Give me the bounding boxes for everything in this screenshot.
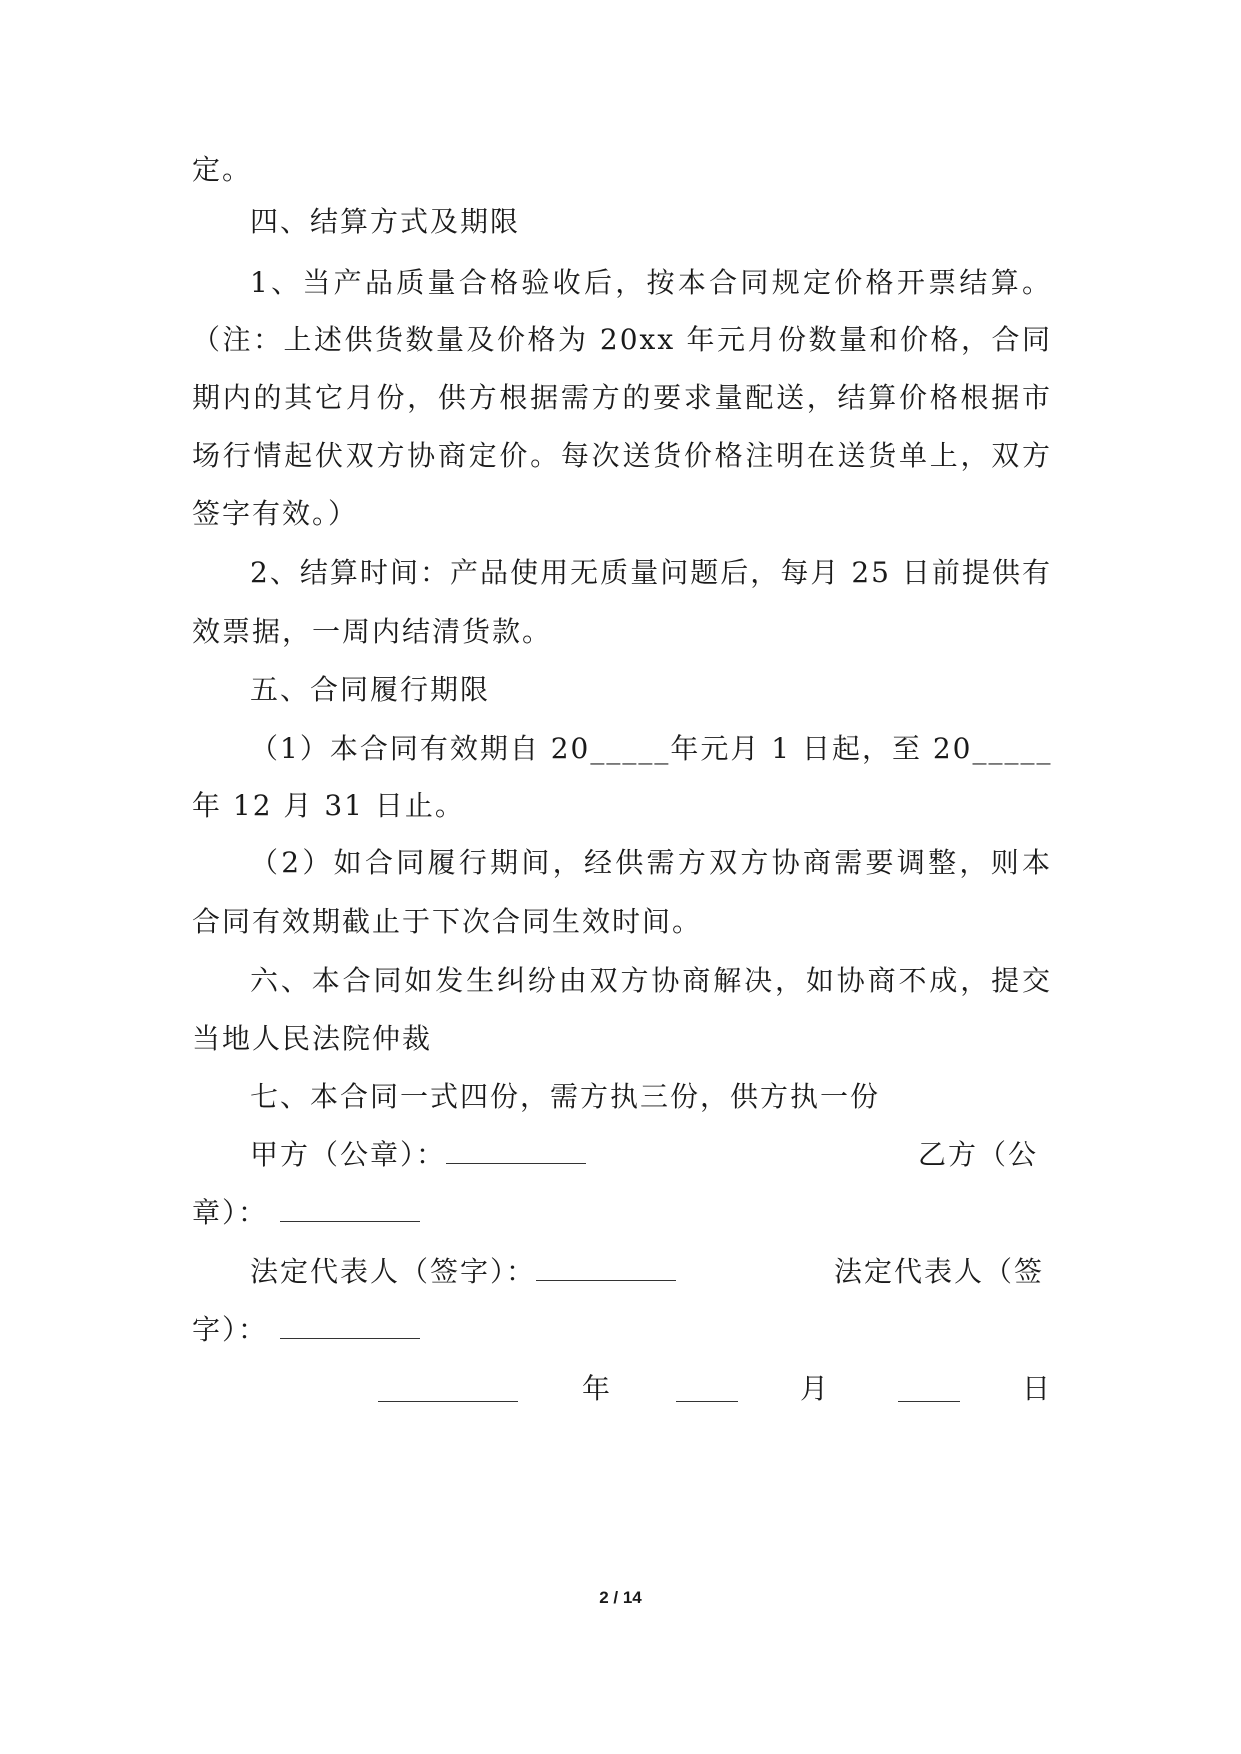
page-number: 2 / 14 [599, 1588, 642, 1607]
party-a-seal-text: 甲方（公章）： [250, 1138, 447, 1171]
text-line: 六、本合同如发生纠纷由双方协商解决，如协商不成，提交 [250, 964, 1052, 997]
party-a-seal-blank[interactable] [446, 1135, 586, 1164]
date-day-blank[interactable] [898, 1373, 960, 1402]
date-year-label: 年 [582, 1372, 613, 1405]
section-heading-settlement: 四、结算方式及期限 [250, 205, 521, 238]
rep-b-signature-label [192, 1310, 420, 1350]
party-a-seal-label [250, 1135, 586, 1175]
party-b-seal-blank[interactable] [280, 1193, 420, 1222]
text-line: 2、结算时间：产品使用无质量问题后，每月 25 日前提供有 [250, 556, 1052, 589]
text-line: 七、本合同一式四份，需方执三份，供方执一份 [250, 1080, 881, 1113]
rep-a-signature-label [250, 1252, 676, 1292]
text-line: （2）如合同履行期间，经供需方双方协商需要调整，则本 [250, 846, 1052, 879]
party-b-seal-text: 章）： [192, 1196, 269, 1229]
party-b-seal-label-part1: 乙方（公 [918, 1138, 1039, 1171]
text-line: 期内的其它月份，供方根据需方的要求量配送，结算价格根据市 [192, 381, 1052, 414]
text-line: 定。 [192, 153, 253, 186]
text-line: 当地人民法院仲裁 [192, 1022, 433, 1055]
text-line: 1、当产品质量合格验收后，按本合同规定价格开票结算。 [250, 266, 1052, 299]
date-month-blank[interactable] [676, 1373, 738, 1402]
text-line: 年 12 月 31 日止。 [192, 789, 465, 822]
text-line: 场行情起伏双方协商定价。每次送货价格注明在送货单上，双方 [192, 439, 1052, 472]
rep-b-signature-text: 字）： [192, 1313, 269, 1346]
section-heading-term: 五、合同履行期限 [250, 673, 491, 706]
text-line: 合同有效期截止于下次合同生效时间。 [192, 905, 703, 938]
rep-a-signature-blank[interactable] [536, 1252, 676, 1281]
rep-b-signature-blank[interactable] [280, 1310, 420, 1339]
date-day-label: 日 [1022, 1372, 1053, 1405]
text-line: 效票据，一周内结清货款。 [192, 615, 553, 648]
text-line: （注：上述供货数量及价格为 20xx 年元月份数量和价格，合同 [192, 323, 1052, 356]
rep-b-signature-label-part1: 法定代表人（签 [834, 1255, 1045, 1288]
text-line: 签字有效。） [192, 497, 359, 530]
rep-a-signature-text: 法定代表人（签字）： [250, 1255, 537, 1288]
party-b-seal-label [192, 1193, 420, 1233]
text-line: （1）本合同有效期自 20_____年元月 1 日起，至 20_____ [250, 732, 1052, 765]
date-month-label: 月 [800, 1372, 831, 1405]
date-year-blank[interactable] [378, 1373, 518, 1402]
